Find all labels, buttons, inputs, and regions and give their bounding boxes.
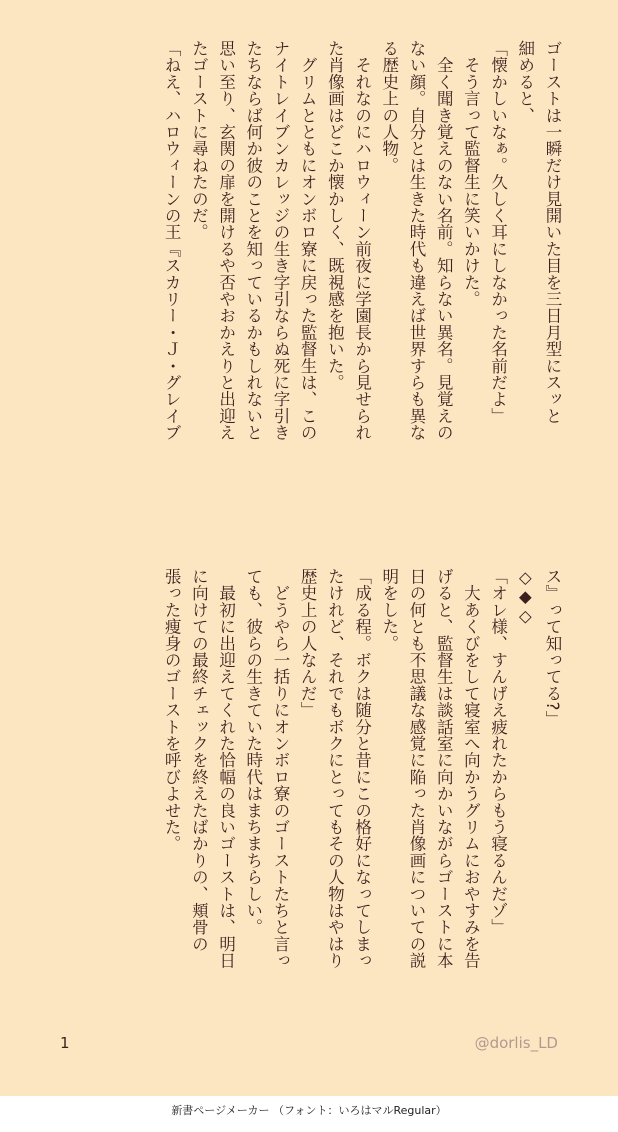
- scene-break-diamonds: ◇◆◇: [515, 568, 535, 626]
- text-line: る歴史上の人物。: [379, 40, 399, 174]
- text-line: 細めると、: [515, 40, 535, 124]
- text-line: たゴーストに尋ねたのだ。: [189, 40, 209, 241]
- text-line: 歴史上の人なんだ」: [298, 568, 318, 719]
- text-line: 大あくびをして寝室へ向かうグリムにおやすみを告: [461, 568, 481, 969]
- generator-credit: 新書ページメーカー （フォント：いろはマルRegular）: [0, 1096, 618, 1132]
- text-line: ナイトレイブンカレッジの生き字引ならぬ死に字引き: [270, 40, 290, 441]
- text-line: どうやら一括りにオンボロ寮のゴーストたちと言っ: [270, 568, 290, 969]
- text-line: げると、監督生は談話室に向かいながらゴーストに本: [434, 568, 454, 969]
- page-number: 1: [60, 1034, 70, 1052]
- text-line: た肖像画はどこか懐かしく、既視感を抱いた。: [325, 40, 345, 391]
- text-line: 張った痩身のゴーストを呼びよせた。: [162, 568, 182, 852]
- text-line: ス』って知ってる?」: [543, 568, 562, 728]
- text-line: 日の何とも不思議な感覚に陥った肖像画についての説: [406, 568, 426, 969]
- text-line: 「オレ様、すんげえ疲れたからもう寝るんだゾ」: [488, 568, 508, 936]
- text-line: 「懐かしいなぁ。久しく耳にしなかった名前だよ」: [488, 40, 508, 425]
- text-line: 「ねえ、ハロウィーンの王『スカリー・Ｊ・グレイブ: [162, 40, 182, 441]
- text-line: それなのにハロウィーン前夜に学園長から見せられ: [352, 40, 372, 441]
- text-line: たちならば何か彼のことを知っているかもしれないと: [243, 40, 263, 441]
- text-line: 明をした。: [379, 568, 399, 652]
- text-line: 思い至り、玄関の扉を開けるや否やおかえりと出迎え: [216, 40, 236, 441]
- text-line: ゴーストは一瞬だけ見開いた目を三日月型にスッと: [543, 40, 562, 425]
- text-line: たけれど、それでもボクにとってもその人物はやはり: [325, 568, 345, 969]
- text-line: に向けての最終チェックを終えたばかりの、頬骨の: [189, 568, 209, 953]
- text-line: ない顔。自分とは生きた時代も違えば世界すらも異な: [406, 40, 426, 441]
- text-block-top: [158, 40, 566, 530]
- text-block-bottom: [158, 568, 566, 1038]
- text-line: そう言って監督生に笑いかけた。: [461, 40, 481, 308]
- text-line: 最初に出迎えてくれた恰幅の良いゴーストは、明日: [216, 568, 236, 969]
- author-handle: @dorlis_LD: [474, 1034, 558, 1052]
- text-line: 全く聞き覚えのない名前。知らない異名。見覚えの: [434, 40, 454, 441]
- text-line: 「成る程。ボクは随分と昔にこの格好になってしまっ: [352, 568, 372, 969]
- text-line: ても、彼らの生きていた時代はまちまちらしい。: [243, 568, 263, 936]
- text-line: グリムとともにオンボロ寮に戻った監督生は、この: [298, 40, 318, 441]
